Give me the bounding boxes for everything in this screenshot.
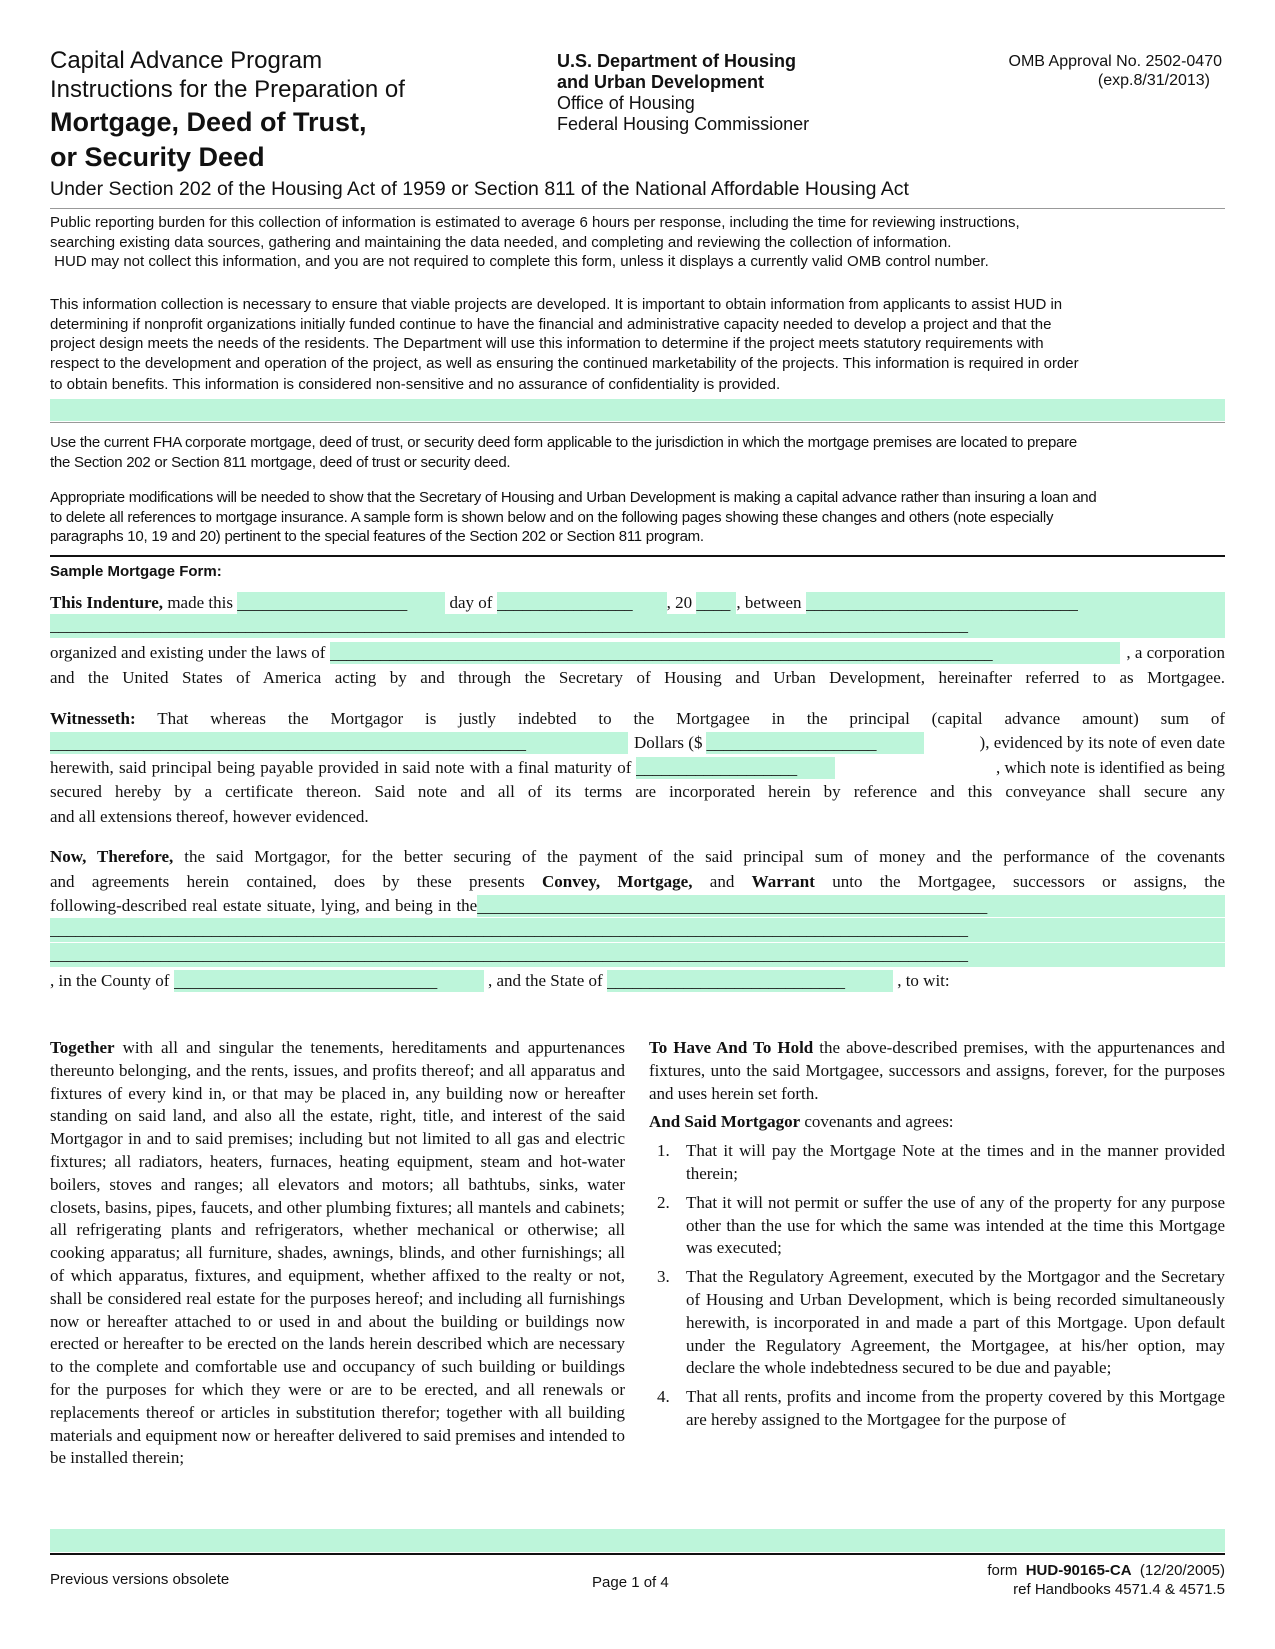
footer-fill-band[interactable]	[50, 1529, 1225, 1552]
purpose-line: determining if nonprofit organizations initially funded continue to have the financial and administrative capacity needed to develop a project and that the	[50, 315, 1052, 333]
now-therefore-text: the said Mortgagor, for the better securing of the payment of the said principal sum of money and the performance of the covenants	[184, 847, 1226, 866]
purpose-line: project design meets the needs of the residents. The Department will use this information to determine if the project meets statutory requirements with	[50, 335, 1044, 352]
omb-expiration: (exp.8/31/2013)	[1097, 72, 1210, 89]
burden-line: HUD may not collect this information, and you are not required to complete this form, unless it displays a currently valid OMB control number.	[50, 253, 989, 270]
together-label: Together	[50, 1038, 115, 1057]
covenant-number: 1.	[657, 1141, 670, 1161]
agreements-text: and agreements herein contained, does by these presents	[50, 872, 525, 891]
form-number-line	[900, 1561, 1225, 1580]
and-said-label: And Said Mortgagor	[649, 1112, 801, 1132]
omb-approval: OMB Approval No. 2502-0470	[1008, 53, 1222, 70]
covenants-column	[649, 1037, 1225, 1438]
covenant-list	[649, 1140, 1225, 1432]
now-therefore-line	[50, 845, 1225, 869]
form-divider	[50, 555, 1225, 557]
office-line-2: Federal Housing Commissioner	[557, 114, 810, 134]
covenant-number: 3.	[657, 1267, 670, 1287]
handbook-reference: ref Handbooks 4571.4 & 4571.5	[1013, 1581, 1225, 1598]
indenture-label: This Indenture,	[50, 593, 164, 612]
agency-line-2: and Urban Development	[557, 72, 765, 92]
to-have-text: the above-described premises, with the appurtenances and fixtures, unto the said Mortgagee, successors and assigns, forever, for the purposes and uses herein set forth.	[649, 1038, 1226, 1103]
purpose-line: respect to the development and operation of the project, as well as ensuring the continued marketability of the projects. This information is required in order	[50, 354, 1079, 372]
witnesseth-text: That whereas the Mortgagor is justly indebted to the Mortgagee in the principal (capital advance amount) sum of	[157, 709, 1225, 728]
instruction-line: paragraphs 10, 19 and 20) pertinent to the special features of the Section 202 or Section 811 program.	[50, 528, 704, 545]
warrant-text: Warrant	[751, 872, 815, 891]
covenant-text: That it will not permit or suffer the use of any of the property for any purpose other than the use for which the same was intended at the time this Mortgage was executed;	[686, 1192, 1225, 1258]
maturity-line	[50, 756, 1225, 780]
and-text: and	[709, 872, 735, 891]
office-line-1: Office of Housing	[557, 93, 695, 113]
organized-text: organized and existing under the laws of	[50, 643, 326, 662]
form-date: (12/20/2005)	[1139, 1562, 1225, 1579]
divider	[50, 422, 1225, 423]
page-number: Page 1 of 4	[592, 1574, 669, 1591]
state-text: , and the State of	[487, 971, 603, 990]
footer-divider	[50, 1553, 1225, 1555]
form-prefix: form	[987, 1562, 1018, 1579]
omb-block	[950, 52, 1222, 90]
together-paragraph	[50, 1037, 625, 1470]
covenant-text: That it will pay the Mortgage Note at the times and in the manner provided therein;	[686, 1141, 1225, 1183]
mortgagee-line: and the United States of America acting by and through the Secretary of Housing and Urban Development, hereinafter referred to as Mortgagee.	[50, 668, 1225, 687]
county-text: , in the County of	[50, 971, 170, 990]
day-of-text: day of	[449, 593, 493, 612]
instruction-line: the Section 202 or Section 811 mortgage, deed of trust or security deed.	[50, 453, 511, 471]
convey-mortgage-text: Convey, Mortgage,	[542, 872, 693, 891]
burden-statement	[50, 213, 1225, 272]
twenty-text: , 20	[666, 593, 693, 612]
party-name-continuation-field[interactable]	[50, 614, 1225, 638]
instruction-line: to delete all references to mortgage insurance. A sample form is shown below and on the following pages showing these changes and others (note especially	[50, 508, 1054, 526]
covenant-item	[649, 1386, 1225, 1432]
maturity-date-field[interactable]: ___________________	[636, 757, 835, 779]
form-heading: Sample Mortgage Form:	[50, 563, 222, 580]
fill-field-band[interactable]	[50, 399, 1225, 421]
extensions-line: and all extensions thereof, however evidenced.	[50, 807, 369, 826]
instruction-line: Use the current FHA corporate mortgage, deed of trust, or security deed form applicable to the jurisdiction in which the mortgage premises are located to prepare	[50, 434, 1077, 451]
now-therefore-label: Now, Therefore,	[50, 847, 174, 866]
county-field[interactable]: _______________________________	[174, 970, 484, 992]
covenant-number: 2.	[657, 1192, 670, 1212]
indenture-line	[50, 591, 1225, 615]
instructions-paragraph-1	[50, 433, 1225, 472]
organized-line	[50, 641, 1225, 665]
program-line-2: Instructions for the Preparation of	[50, 76, 405, 103]
blank-line: ____________________________________________________________________________________________________________	[50, 616, 968, 635]
evidenced-text: ), evidenced by its note of even date	[979, 733, 1225, 752]
state-field[interactable]: ____________________________	[607, 970, 893, 992]
day-field[interactable]: ____________________	[237, 592, 445, 614]
between-text: , between	[736, 593, 802, 612]
program-line-1: Capital Advance Program	[50, 47, 323, 74]
covenant-text: That the Regulatory Agreement, executed by the Mortgagor and the Secretary of Housing and Urban Development, which is being recorded simultaneously herewith, is incorporated in and made a part of this Mortgage. Upon default under the Regulatory Agreement, the Mortgagee, at his/her option, may declare the whole indebtedness secured to be due and payable;	[686, 1267, 1225, 1378]
purpose-statement	[50, 295, 1225, 395]
title-line-2: or Security Deed	[50, 142, 265, 172]
corporation-text: , a corporation	[1126, 643, 1225, 662]
blank-line: ____________________________________________________________________________________________________________	[50, 920, 968, 939]
covenant-item	[649, 1192, 1225, 1260]
covenant-item	[649, 1266, 1225, 1380]
agency-block	[557, 51, 857, 135]
blank-line: ____________________________________________________________________________________________________________	[50, 945, 968, 964]
party-name-field[interactable]: ________________________________	[806, 592, 1225, 614]
year-field[interactable]: ____	[696, 592, 736, 614]
witnesseth-label: Witnesseth:	[50, 709, 136, 728]
covenant-item	[649, 1140, 1225, 1186]
to-wit-text: , to wit:	[897, 971, 950, 990]
unto-text: unto the Mortgagee, successors or assigns, the	[832, 872, 1226, 891]
instruction-line: Appropriate modifications will be needed to show that the Secretary of Housing and Urban Development is making a capital advance rather than insuring a loan and	[50, 489, 1097, 506]
together-clause	[50, 1037, 625, 1470]
form-identifier	[900, 1561, 1225, 1599]
header-divider	[50, 208, 1225, 209]
covenant-text: That all rents, profits and income from the property covered by this Mortgage are hereby assigned to the Mortgagee for the purpose of	[686, 1387, 1225, 1429]
county-state-line	[50, 969, 1225, 993]
herewith-text: herewith, said principal being payable provided in said note with a final maturity of	[50, 758, 632, 777]
property-location-field[interactable]: ____________________________________________________________	[477, 895, 1225, 917]
purpose-line: to obtain benefits. This information is considered non-sensitive and no assurance of confidentiality is provided.	[50, 376, 781, 393]
and-said-paragraph	[649, 1111, 1225, 1134]
form-number: HUD-90165-CA	[1025, 1562, 1132, 1579]
month-field[interactable]: ________________	[497, 592, 667, 614]
following-line	[50, 894, 1225, 918]
state-of-organization-field[interactable]: ______________________________________________________________________________	[330, 642, 1121, 664]
burden-line: searching existing data sources, gathering and maintaining the data needed, and completing and reviewing the collection of information.	[50, 233, 952, 251]
subtitle: Under Section 202 of the Housing Act of 1959 or Section 811 of the National Affordable Housing Act	[50, 178, 909, 200]
which-note-text: , which note is identified as being	[996, 758, 1225, 777]
secured-line: secured hereby by a certificate thereon. Said note and all of its terms are incorporated herein by reference and this conveyance shall secure any	[50, 782, 1225, 801]
previous-versions-note: Previous versions obsolete	[50, 1571, 230, 1588]
amount-field[interactable]: ____________________	[706, 732, 924, 754]
burden-line: Public reporting burden for this collection of information is estimated to average 6 hours per response, including the time for reviewing instructions,	[50, 214, 1020, 231]
purpose-line: This information collection is necessary to ensure that viable projects are developed. It is important to obtain information from applicants to assist HUD in	[50, 296, 1063, 313]
covenant-number: 4.	[657, 1387, 670, 1407]
following-text: following-described real estate situate, lying, and being in the	[50, 896, 478, 915]
title-line-1: Mortgage, Deed of Trust,	[50, 107, 367, 137]
legal-description-field-2[interactable]	[50, 943, 1225, 967]
header-title-block	[50, 46, 530, 174]
convey-line	[50, 870, 1225, 894]
agency-line-1: U.S. Department of Housing	[557, 51, 797, 71]
and-said-text: covenants and agrees:	[804, 1112, 954, 1132]
legal-description-field-1[interactable]	[50, 918, 1225, 942]
instructions-paragraph-2	[50, 488, 1225, 547]
made-this-text: made this	[167, 593, 233, 612]
witnesseth-line	[50, 707, 1225, 731]
together-text: with all and singular the tenements, hereditaments and appurtenances thereunto belonging, and the rents, issues, and profits thereof; and all apparatus and fixtures of every kind in, or that may be placed in, any building now or hereafter standing on said land, and also all the estate, right, title, and interest of the said Mortgagor in and to said premises; including but not limited to all gas and electric fixtures; all radiators, heaters, furnaces, heating equipment, steam and hot-water boilers, stoves and ranges; all elevators and motors; all bathtubs, sinks, water closets, basins, pipes, faucets, and other plumbing fixtures; all mantels and cabinets; all refrigerating plants and refrigerators, whether mechanical or otherwise; all cooking apparatus; all furniture, shades, awnings, blinds, and other furnishings; all of which apparatus, fixtures, and equipment, whether affixed to the realty or not, shall be considered real estate for the purposes hereof; and including all furnishings now or hereafter attached to or used in and about the building or buildings now erected or hereafter to be erected on the lands herein described which are necessary to the complete and comfortable use and occupancy of such building or buildings for the purposes for which they were or are to be erected, and all renewals or replacements thereof or articles in substitution therefor; together with all building materials and equipment now or hereafter delivered to said premises and intended to be installed therein;	[50, 1038, 626, 1468]
dollars-text: Dollars ($	[634, 733, 703, 752]
to-have-paragraph	[649, 1037, 1225, 1105]
to-have-label: To Have And To Hold	[649, 1038, 814, 1057]
amount-line	[50, 731, 1225, 755]
amount-words-field[interactable]: ________________________________________________________	[50, 732, 628, 754]
